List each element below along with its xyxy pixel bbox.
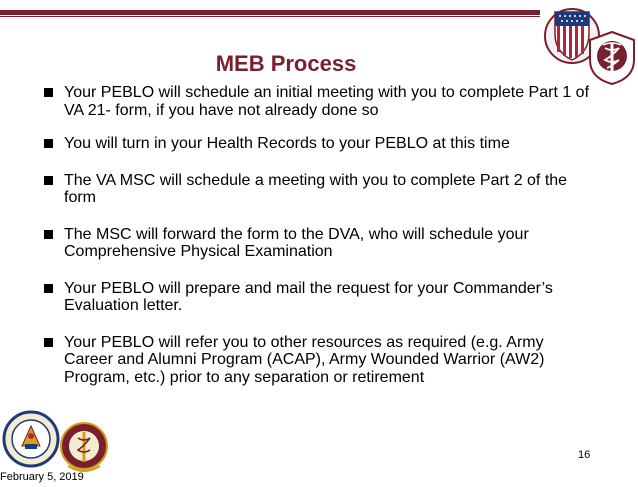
list-item: [36, 135, 592, 153]
square-bullet-icon: [44, 88, 53, 97]
bullet-text: Your PEBLO will refer you to other resources as required (e.g. Army Career and Alumni Program (ACAP), Army Wounded Warrior (AW2) Program, etc.) prior to any separation or retirement: [64, 333, 545, 386]
bullet-text: The VA MSC will schedule a meeting with you to complete Part 2 of the form: [64, 171, 568, 206]
slide-title: MEB Process: [215, 51, 357, 76]
list-item: [36, 84, 592, 119]
page-number: 16: [578, 449, 591, 461]
bullet-text: Your PEBLO will schedule an initial meeting with you to complete Part 1 of VA 21- form, if you have not already done so: [64, 84, 590, 119]
bullet-list: [36, 84, 592, 386]
square-bullet-icon: [44, 338, 53, 347]
square-bullet-icon: [44, 176, 53, 185]
amedd-regiment-seal-icon: [58, 420, 110, 476]
list-item: [36, 172, 592, 207]
header-rule: [0, 10, 540, 15]
footer-date: February 5, 2019: [0, 471, 84, 483]
square-bullet-icon: [44, 284, 53, 293]
medical-caduceus-seal-icon: [587, 30, 637, 86]
army-seal-icon: [2, 410, 60, 468]
square-bullet-icon: [44, 139, 53, 148]
list-item: [36, 280, 592, 315]
square-bullet-icon: [44, 230, 53, 239]
bullet-text: The MSC will forward the form to the DVA, who will schedule your Comprehensive Physical Examination: [64, 225, 529, 260]
bullet-text: You will turn in your Health Records to your PEBLO at this time: [64, 135, 510, 152]
list-item: [36, 226, 592, 261]
list-item: [36, 334, 592, 387]
bullet-text: Your PEBLO will prepare and mail the request for your Commander’s Evaluation letter.: [64, 279, 553, 314]
